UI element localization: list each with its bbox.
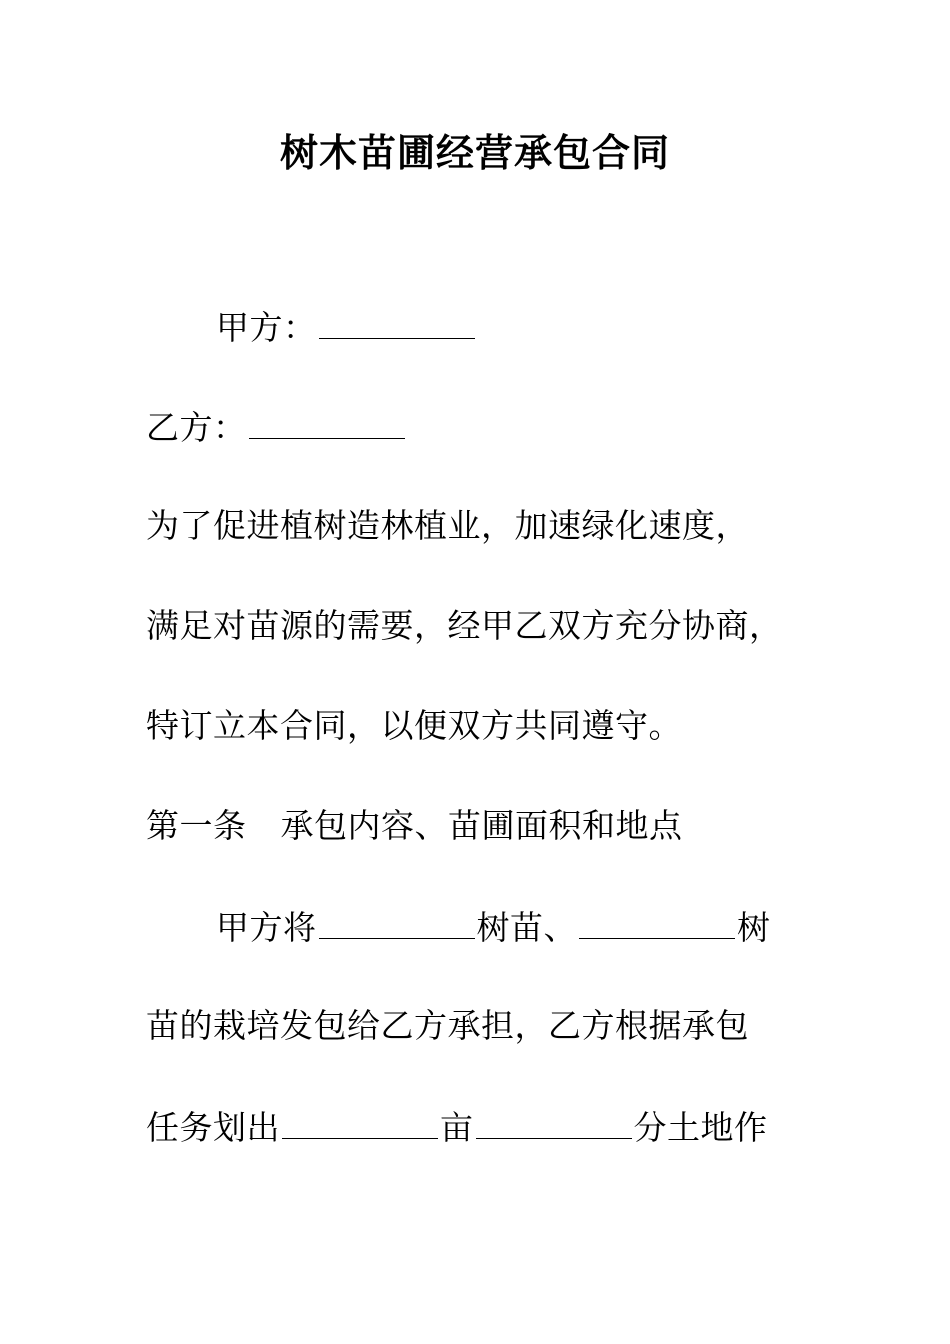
preamble-line-3: 特订立本合同，以便双方共同遵守。 (146, 706, 682, 745)
article-1-title: 承包内容、苗圃面积和地点 (280, 806, 683, 845)
party-a-blank (319, 304, 475, 339)
party-b-label: 乙方： (146, 408, 247, 447)
article-1-number: 第一条 (146, 806, 247, 845)
article-1-line-2: 苗的栽培发包给乙方承担，乙方根据承包 (146, 1006, 749, 1045)
party-a-label: 甲方： (216, 308, 317, 347)
tree-type-blank-1 (319, 904, 475, 939)
article-1-heading (146, 804, 683, 848)
article-1-text-a: 甲方将 (216, 908, 317, 947)
party-b-line (146, 404, 407, 450)
preamble-line-1: 为了促进植树造林植业，加速绿化速度， (146, 506, 749, 545)
document-title: 树木苗圃经营承包合同 (279, 130, 670, 175)
article-1-text-e: 亩 (440, 1108, 474, 1147)
article-1-text-c: 树 (737, 908, 771, 947)
preamble-line-2: 满足对苗源的需要，经甲乙双方充分协商， (146, 606, 783, 645)
article-1-line-1 (216, 904, 771, 950)
area-fen-blank (476, 1104, 632, 1139)
article-1-text-b: 树苗、 (476, 908, 577, 947)
article-1-line-3 (146, 1104, 768, 1150)
area-mu-blank (282, 1104, 438, 1139)
party-b-blank (249, 404, 405, 439)
article-1-text-d: 任务划出 (146, 1108, 280, 1147)
tree-type-blank-2 (579, 904, 735, 939)
article-1-text-f: 分土地作 (633, 1108, 768, 1147)
party-a-line (216, 304, 477, 350)
